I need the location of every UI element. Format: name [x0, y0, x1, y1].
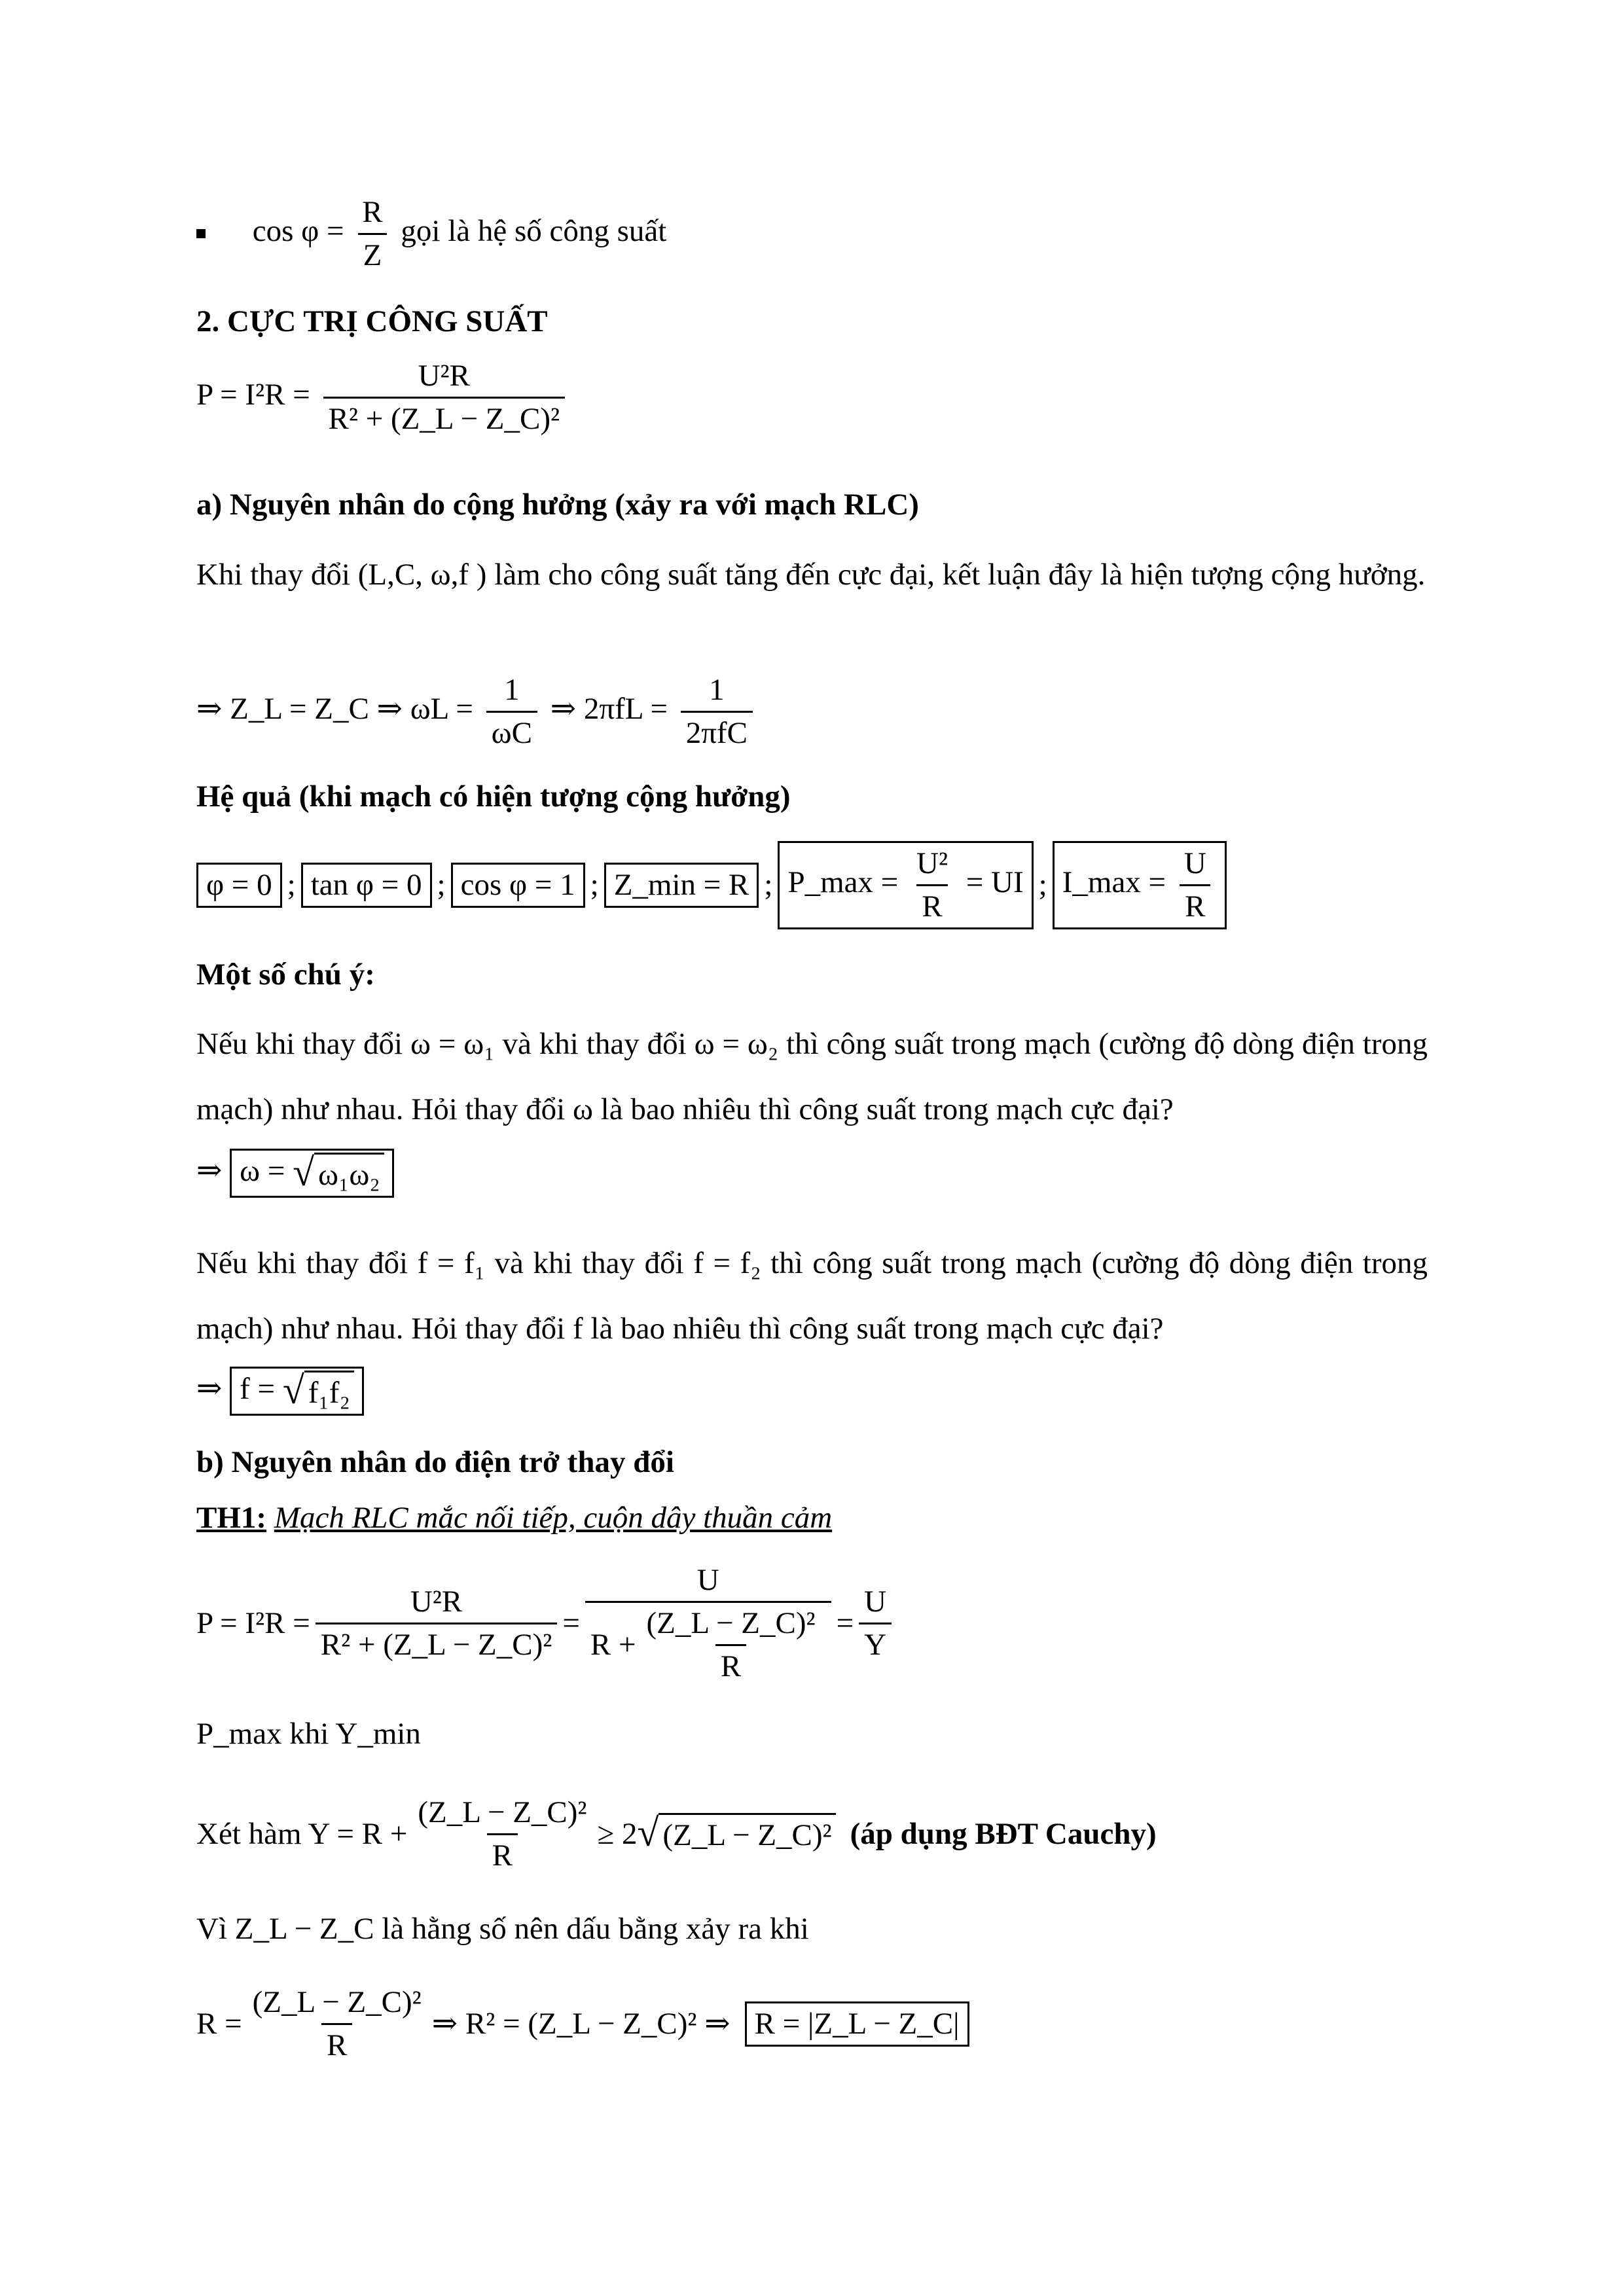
- consequence-formulas: φ = 0 ; tan φ = 0 ; cos φ = 1 ; Z_min = R ; P_max = $\frac{\text{U²}}{R}$ = UI ; I_max = $\frac{U}{R}$: [196, 841, 1428, 929]
- notes-paragraph-2: Nếu khi thay đổi f = f₁ và khi thay đổi f = f₂ thì công suất trong mạch (cường độ dòng điện trong mạch) như nhau. Hỏi thay đổi f là bao nhiêu thì công suất trong mạch cực đại?: [196, 1246, 1428, 1346]
- f-result-box: f = √ f₁f₂: [230, 1367, 364, 1416]
- tan-zero-box: tan φ = 0: [301, 863, 432, 908]
- imax-box: I_max = $\frac{U}{R}$: [1053, 841, 1227, 929]
- omega-result: ⇒ ω = √ ω₁ω₂: [196, 1149, 1428, 1198]
- part-a-paragraph: Khi thay đổi (L,C, ω,f ) làm cho công suất tăng đến cực đại, kết luận đây là hiện tượng cộng hưởng.: [196, 558, 1426, 592]
- xet-ham-line: Xét hàm Y = R + $\frac{\text{(Z\_L − Z\_C)²}}{R}$ ≥ 2 √ (Z_L − Z_C)² (áp dụng BĐT Cauchy): [196, 1793, 1428, 1875]
- consequence-title: Hệ quả (khi mạch có hiện tượng cộng hưởng): [196, 780, 791, 814]
- notes-title: Một số chú ý:: [196, 958, 375, 992]
- part-b-title: b) Nguyên nhân do điện trở thay đổi: [196, 1445, 674, 1479]
- pmax-box: P_max = $\frac{\text{U²}}{R}$ = UI: [778, 841, 1033, 929]
- sqrt-icon: √: [293, 1151, 315, 1194]
- cos-fraction: $\frac{R}{Z}$: [357, 193, 388, 275]
- cos-text: gọi là hệ số công suất: [401, 214, 667, 249]
- section-2-title: 2. CỰC TRỊ CÔNG SUẤT: [196, 304, 548, 338]
- final-result-box: R = |Z_L − Z_C|: [745, 2001, 969, 2047]
- vi-line: Vì Z_L − Z_C là hằng số nên dấu bằng xảy ra khi: [196, 1912, 809, 1946]
- th1-label: TH1:: [196, 1501, 267, 1535]
- cos-phi-definition: [196, 193, 1428, 275]
- cauchy-note: (áp dụng BĐT Cauchy): [850, 1816, 1157, 1851]
- phi-zero-box: φ = 0: [196, 863, 282, 908]
- zmin-box: Z_min = R: [604, 863, 759, 908]
- power-fraction: $\frac{\text{U²R}}{\text{R² + (Z\_L − Z\_C)²}}$: [323, 357, 566, 439]
- final-formula: R = $\frac{\text{(Z\_L − Z\_C)²}}{R}$ ⇒ R² = (Z_L − Z_C)² ⇒ R = |Z_L − Z_C|: [196, 1983, 1428, 2065]
- pmax-line: P_max khi Y_min: [196, 1717, 421, 1751]
- omega-result-box: ω = √ ω₁ω₂: [230, 1149, 394, 1198]
- sqrt-icon: √: [637, 1811, 659, 1855]
- sqrt-icon: √: [282, 1369, 304, 1412]
- power-formula-2: P = I²R = $\frac{\text{U²R}}{\text{R² + (Z\_L − Z\_C)²}}$ = U R + $\frac{\text{(Z\_L − Z\_C)²}}{R}$ = $\frac{U}{Y}$: [196, 1561, 1428, 1685]
- notes-paragraph-1: Nếu khi thay đổi ω = ω₁ và khi thay đổi ω = ω₂ thì công suất trong mạch (cường độ dòng điện trong mạch) như nhau. Hỏi thay đổi ω là bao nhiêu thì công suất trong mạch cực đại?: [196, 1027, 1428, 1126]
- cos-one-box: cos φ = 1: [451, 863, 585, 908]
- bullet-icon: [196, 229, 206, 238]
- part-a-title: a) Nguyên nhân do cộng hưởng (xảy ra với mạch RLC): [196, 488, 919, 522]
- resonance-formula: ⇒ Z_L = Z_C ⇒ ωL = $\frac{1}{\omega C}$ ⇒ 2πfL = $\frac{1}{\text{2πfC}}$: [196, 671, 1428, 753]
- f-result: ⇒ f = √ f₁f₂: [196, 1367, 1428, 1416]
- th1-line: [196, 1499, 1428, 1537]
- power-formula: P = I²R = $\frac{\text{U²R}}{\text{R² + (Z\_L − Z\_C)²}}$: [196, 357, 1428, 439]
- cos-lhs: cos φ =: [252, 214, 344, 249]
- th1-text: Mạch RLC mắc nối tiếp, cuộn dây thuần cảm: [274, 1501, 833, 1535]
